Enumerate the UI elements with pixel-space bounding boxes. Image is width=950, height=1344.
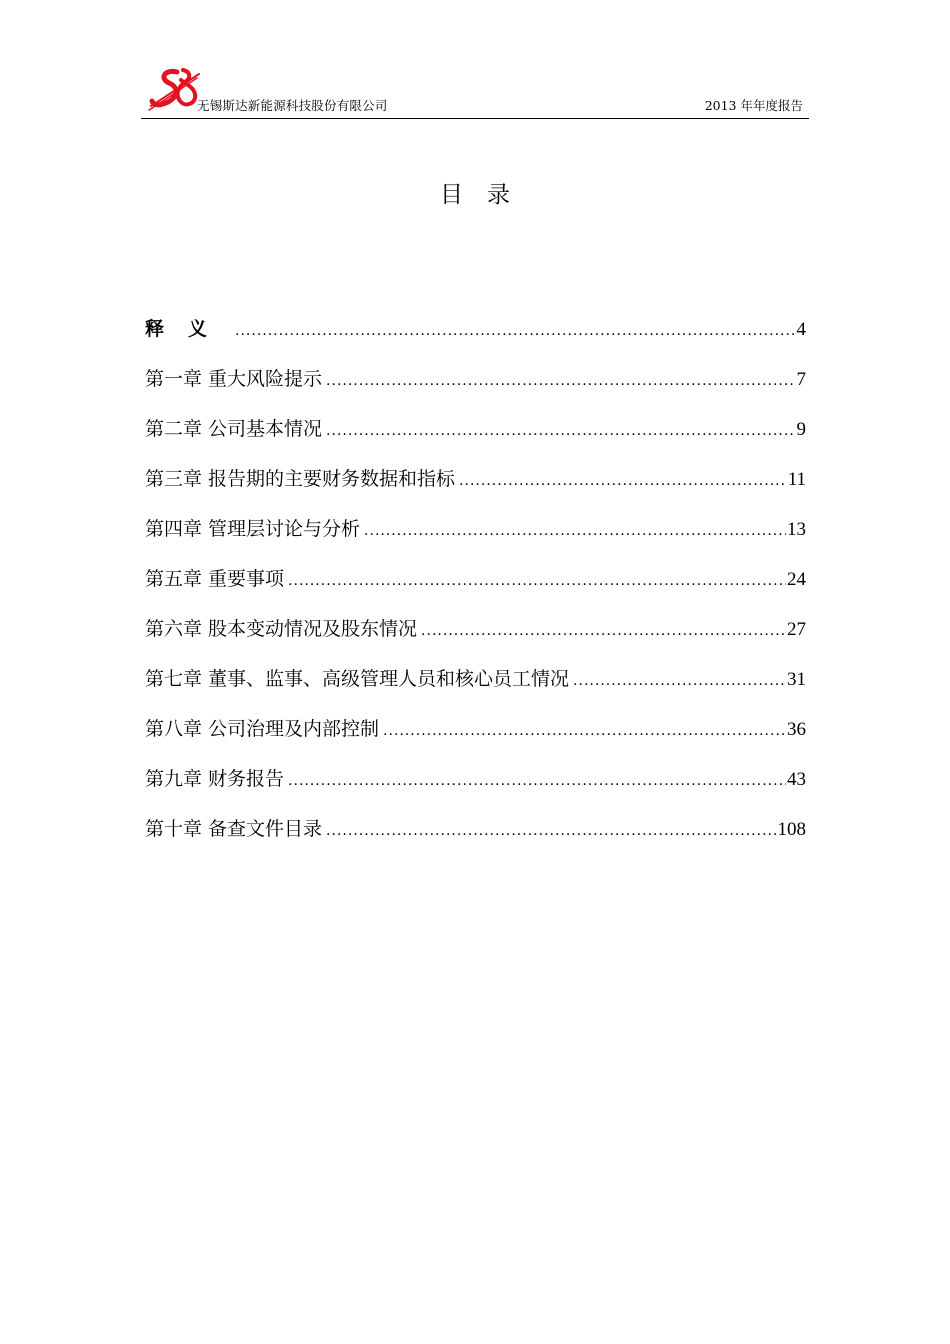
toc-entry[interactable]	[145, 513, 806, 563]
toc-entry-page: 24	[787, 569, 806, 590]
table-of-contents	[145, 313, 806, 863]
toc-entry-label: 第八章 公司治理及内部控制	[145, 718, 380, 740]
toc-entry-page: 9	[796, 419, 806, 440]
toc-leader-dots	[235, 315, 795, 347]
toc-entry[interactable]	[145, 313, 806, 363]
toc-entry-page: 7	[796, 369, 806, 390]
toc-entry-label: 第五章 重要事项	[145, 568, 285, 590]
toc-entry-label: 第一章 重大风险提示	[145, 368, 323, 390]
toc-entry-page: 43	[787, 769, 806, 790]
toc-entry-label: 第十章 备查文件目录	[145, 818, 323, 840]
page-header	[141, 62, 809, 119]
toc-entry-label: 第三章 报告期的主要财务数据和指标	[145, 468, 456, 490]
toc-entry-page: 31	[787, 669, 806, 690]
toc-entry-label: 第四章 管理层讨论与分析	[145, 518, 361, 540]
toc-leader-dots	[326, 815, 776, 847]
toc-leader-dots	[421, 615, 786, 647]
toc-leader-dots	[573, 665, 786, 697]
toc-entry-page: 108	[777, 819, 806, 840]
toc-leader-dots	[383, 715, 786, 747]
toc-entry[interactable]	[145, 413, 806, 463]
toc-entry-label: 第二章 公司基本情况	[145, 418, 323, 440]
company-logo-icon	[147, 66, 201, 112]
company-name: 无锡斯达新能源科技股份有限公司	[197, 98, 388, 113]
toc-entry-page: 4	[796, 319, 806, 340]
toc-leader-dots	[288, 565, 786, 597]
toc-entry-page: 13	[787, 519, 806, 540]
toc-entry[interactable]	[145, 563, 806, 613]
toc-entry-page: 36	[787, 719, 806, 740]
toc-entry[interactable]	[145, 613, 806, 663]
toc-leader-dots	[288, 765, 786, 797]
toc-entry[interactable]	[145, 763, 806, 813]
toc-entry[interactable]	[145, 663, 806, 713]
toc-entry[interactable]	[145, 463, 806, 513]
toc-entry[interactable]	[145, 363, 806, 413]
toc-entry[interactable]	[145, 713, 806, 763]
toc-entry[interactable]	[145, 813, 806, 863]
toc-entry-label: 第六章 股本变动情况及股东情况	[145, 618, 418, 640]
toc-entry-label: 第九章 财务报告	[145, 768, 285, 790]
toc-entry-page: 11	[787, 469, 806, 490]
report-label: 2013 年年度报告	[704, 98, 803, 113]
toc-title: 目录	[440, 182, 534, 208]
toc-entry-label: 释义	[145, 318, 232, 340]
toc-leader-dots	[326, 365, 795, 397]
toc-leader-dots	[326, 415, 795, 447]
toc-entry-label: 第七章 董事、监事、高级管理人员和核心员工情况	[145, 668, 570, 690]
toc-leader-dots	[364, 515, 786, 547]
toc-entry-page: 27	[787, 619, 806, 640]
toc-leader-dots	[459, 465, 787, 497]
